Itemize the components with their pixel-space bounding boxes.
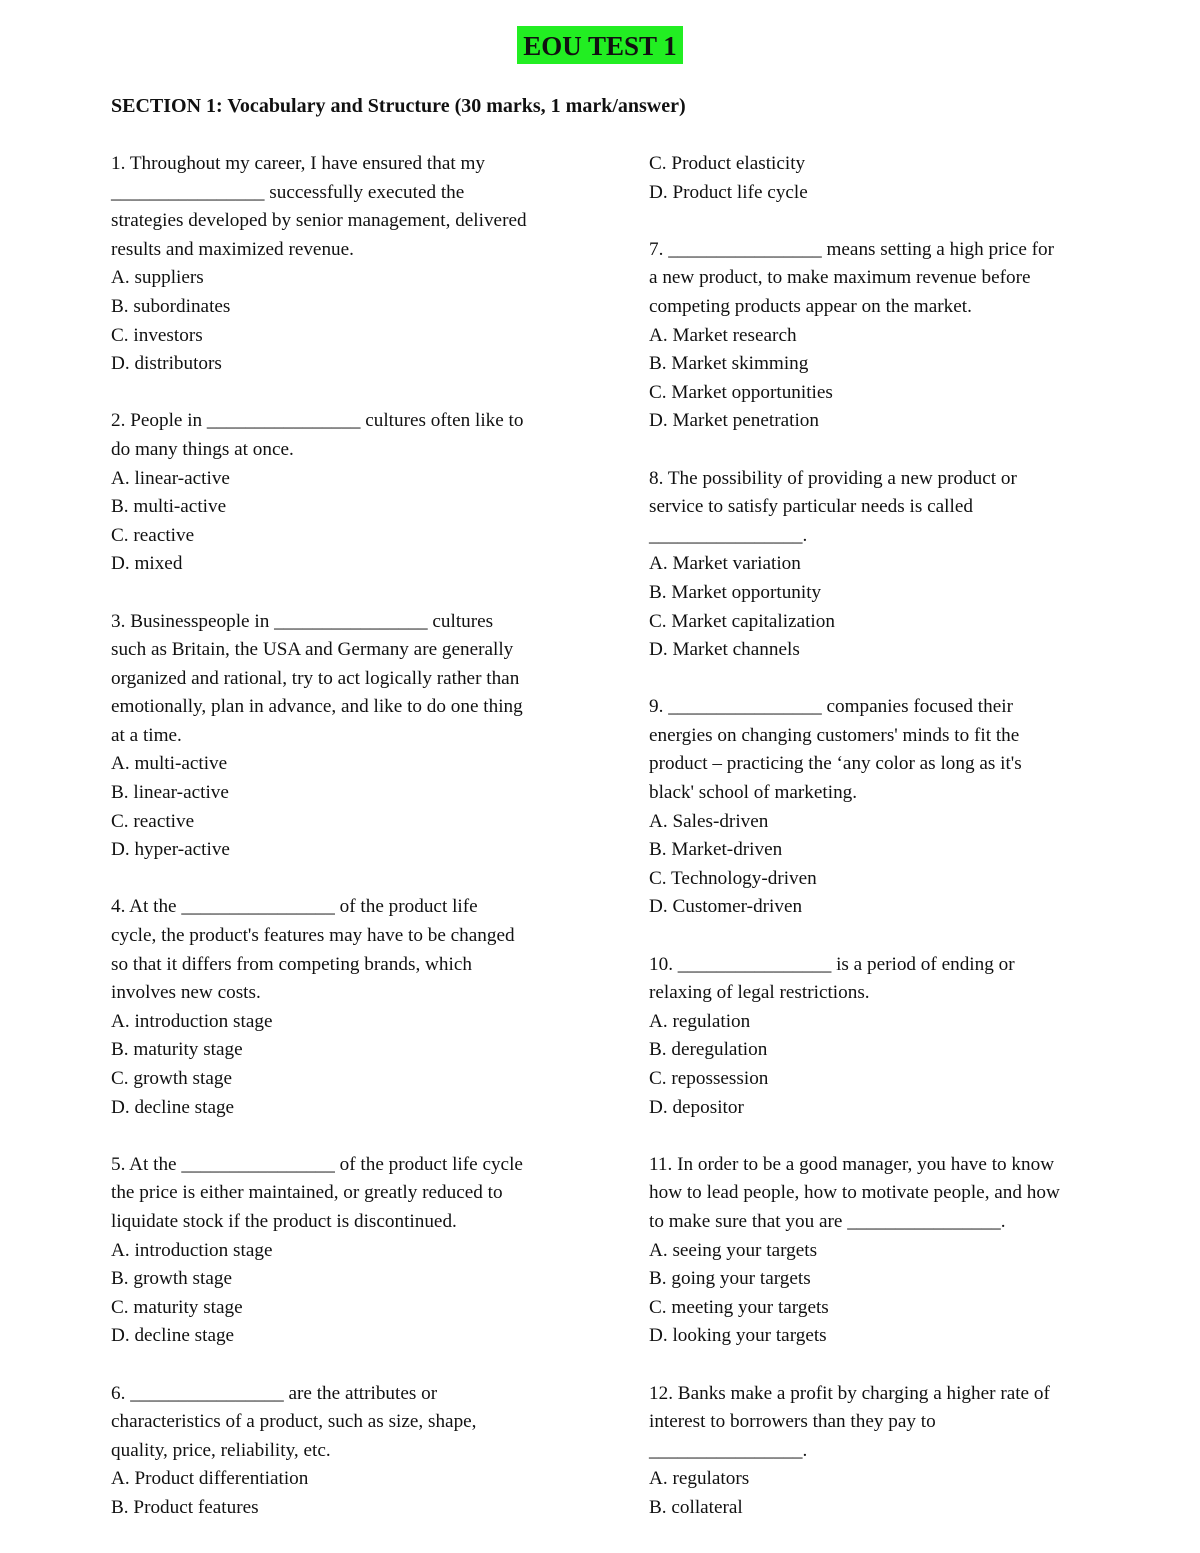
page-title: EOU TEST 1 [517, 26, 683, 64]
question-text-line: 9. ________________ companies focused their [649, 696, 1013, 718]
answer-option: A. Market variation [649, 553, 801, 575]
question [111, 407, 601, 579]
question-text-line: service to satisfy particular needs is called [649, 496, 973, 518]
answer-option: B. collateral [649, 1496, 743, 1518]
question-text-line: ________________. [649, 1439, 808, 1461]
answer-option: C. meeting your targets [649, 1296, 829, 1318]
question-text-line: product – practicing the ‘any color as long as it's [649, 753, 1022, 775]
section-heading: SECTION 1: Vocabulary and Structure (30 marks, 1 mark/answer) [111, 95, 686, 117]
answer-option: B. multi-active [111, 496, 227, 518]
answer-option: D. Customer-driven [649, 896, 803, 918]
answer-option: A. introduction stage [111, 1010, 273, 1032]
question-text-line: liquidate stock if the product is discontinued. [111, 1210, 457, 1232]
answer-option: B. deregulation [649, 1039, 768, 1061]
question-text-line: competing products appear on the market. [649, 295, 972, 317]
question-text-line: energies on changing customers' minds to fit the [649, 724, 1020, 746]
question-text-line: 2. People in ________________ cultures often like to [111, 410, 524, 432]
question [111, 150, 601, 379]
answer-option: B. Market-driven [649, 839, 783, 861]
question-text-line: 3. Businesspeople in ________________ cultures [111, 610, 494, 632]
answer-option: A. regulators [649, 1468, 750, 1490]
answer-option: C. Technology-driven [649, 867, 817, 889]
answer-option: A. suppliers [111, 267, 204, 289]
question-text-line: the price is either maintained, or greatly reduced to [111, 1182, 503, 1204]
answer-option: B. going your targets [649, 1268, 811, 1290]
answer-option: D. Market channels [649, 639, 800, 661]
question-text-line: 1. Throughout my career, I have ensured that my [111, 153, 485, 174]
answer-option: B. linear-active [111, 782, 229, 804]
question-text-line: so that it differs from competing brands, which [111, 953, 472, 975]
question-text-line: relaxing of legal restrictions. [649, 982, 870, 1004]
question [111, 893, 601, 1122]
answer-option: C. Market opportunities [649, 381, 833, 403]
question-text-line: 11. In order to be a good manager, you have to know [649, 1153, 1055, 1175]
answer-option: D. decline stage [111, 1325, 235, 1347]
answer-option: C. repossession [649, 1068, 769, 1089]
question-text-line: results and maximized revenue. [111, 238, 354, 260]
question-text-line: emotionally, plan in advance, and like to do one thing [111, 696, 523, 718]
answer-option: D. Market penetration [649, 410, 819, 432]
question-text-line: ________________. [649, 524, 808, 546]
question-text-line: interest to borrowers than they pay to [649, 1411, 936, 1433]
question [649, 951, 1139, 1123]
question-text-line: involves new costs. [111, 982, 261, 1004]
question [649, 236, 1139, 436]
question [649, 1380, 1139, 1523]
question-text-line: how to lead people, how to motivate people, and how [649, 1182, 1060, 1204]
question-text-line: 5. At the ________________ of the product life cycle [111, 1153, 523, 1175]
question-text-line: a new product, to make maximum revenue before [649, 267, 1031, 289]
answer-option: C. reactive [111, 810, 195, 832]
answer-option: A. Market research [649, 324, 797, 346]
question-text-line: 12. Banks make a profit by charging a higher rate of [649, 1382, 1050, 1404]
question-text-line: 6. ________________ are the attributes or [111, 1382, 438, 1404]
answer-option: C. investors [111, 324, 203, 346]
answer-option: B. Product features [111, 1496, 259, 1518]
answer-option: D. looking your targets [649, 1325, 827, 1347]
answer-option: C. growth stage [111, 1068, 232, 1089]
answer-option: D. hyper-active [111, 839, 230, 861]
question-text-line: cycle, the product's features may have to be changed [111, 925, 515, 947]
left-column [111, 150, 601, 1551]
answer-option: A. multi-active [111, 753, 228, 775]
question-text-line: such as Britain, the USA and Germany are generally [111, 639, 514, 661]
question-text-line: 7. ________________ means setting a high price for [649, 238, 1054, 260]
question [111, 1380, 601, 1523]
answer-option: D. distributors [111, 353, 222, 375]
answer-option: C. maturity stage [111, 1296, 243, 1318]
question-text-line: ________________ successfully executed the [111, 181, 465, 203]
answer-option: C. Product elasticity [649, 153, 806, 174]
answer-option: C. reactive [111, 524, 195, 546]
question-text-line: at a time. [111, 724, 182, 746]
question [649, 150, 1139, 207]
question-text-line: do many things at once. [111, 438, 294, 460]
answer-option: A. linear-active [111, 467, 230, 489]
page-title-wrapper [0, 26, 1200, 64]
question [649, 693, 1139, 922]
answer-option: A. introduction stage [111, 1239, 273, 1261]
answer-option: B. Market skimming [649, 353, 809, 375]
question-text-line: to make sure that you are ________________. [649, 1210, 1006, 1232]
question-text-line: 8. The possibility of providing a new product or [649, 467, 1017, 489]
answer-option: B. subordinates [111, 295, 231, 317]
question [111, 608, 601, 865]
answer-option: A. seeing your targets [649, 1239, 818, 1261]
question-text-line: black' school of marketing. [649, 782, 858, 804]
question-text-line: organized and rational, try to act logically rather than [111, 667, 520, 689]
answer-option: D. depositor [649, 1096, 744, 1118]
question-text-line: 4. At the ________________ of the product life [111, 896, 478, 918]
answer-option: B. Market opportunity [649, 581, 822, 603]
question-text-line: characteristics of a product, such as size, shape, [111, 1411, 477, 1433]
question-text-line: 10. ________________ is a period of ending or [649, 953, 1015, 975]
answer-option: A. Sales-driven [649, 810, 769, 832]
answer-option: D. Product life cycle [649, 181, 808, 203]
question-text-line: quality, price, reliability, etc. [111, 1439, 331, 1461]
answer-option: B. growth stage [111, 1268, 232, 1290]
answer-option: D. decline stage [111, 1096, 235, 1118]
question [649, 1151, 1139, 1351]
answer-option: C. Market capitalization [649, 610, 835, 632]
question [111, 1151, 601, 1351]
question-text-line: strategies developed by senior management, delivered [111, 210, 527, 232]
right-column [649, 150, 1139, 1551]
answer-option: A. regulation [649, 1010, 751, 1032]
answer-option: D. mixed [111, 553, 183, 575]
question [649, 465, 1139, 665]
answer-option: A. Product differentiation [111, 1468, 309, 1490]
answer-option: B. maturity stage [111, 1039, 243, 1061]
